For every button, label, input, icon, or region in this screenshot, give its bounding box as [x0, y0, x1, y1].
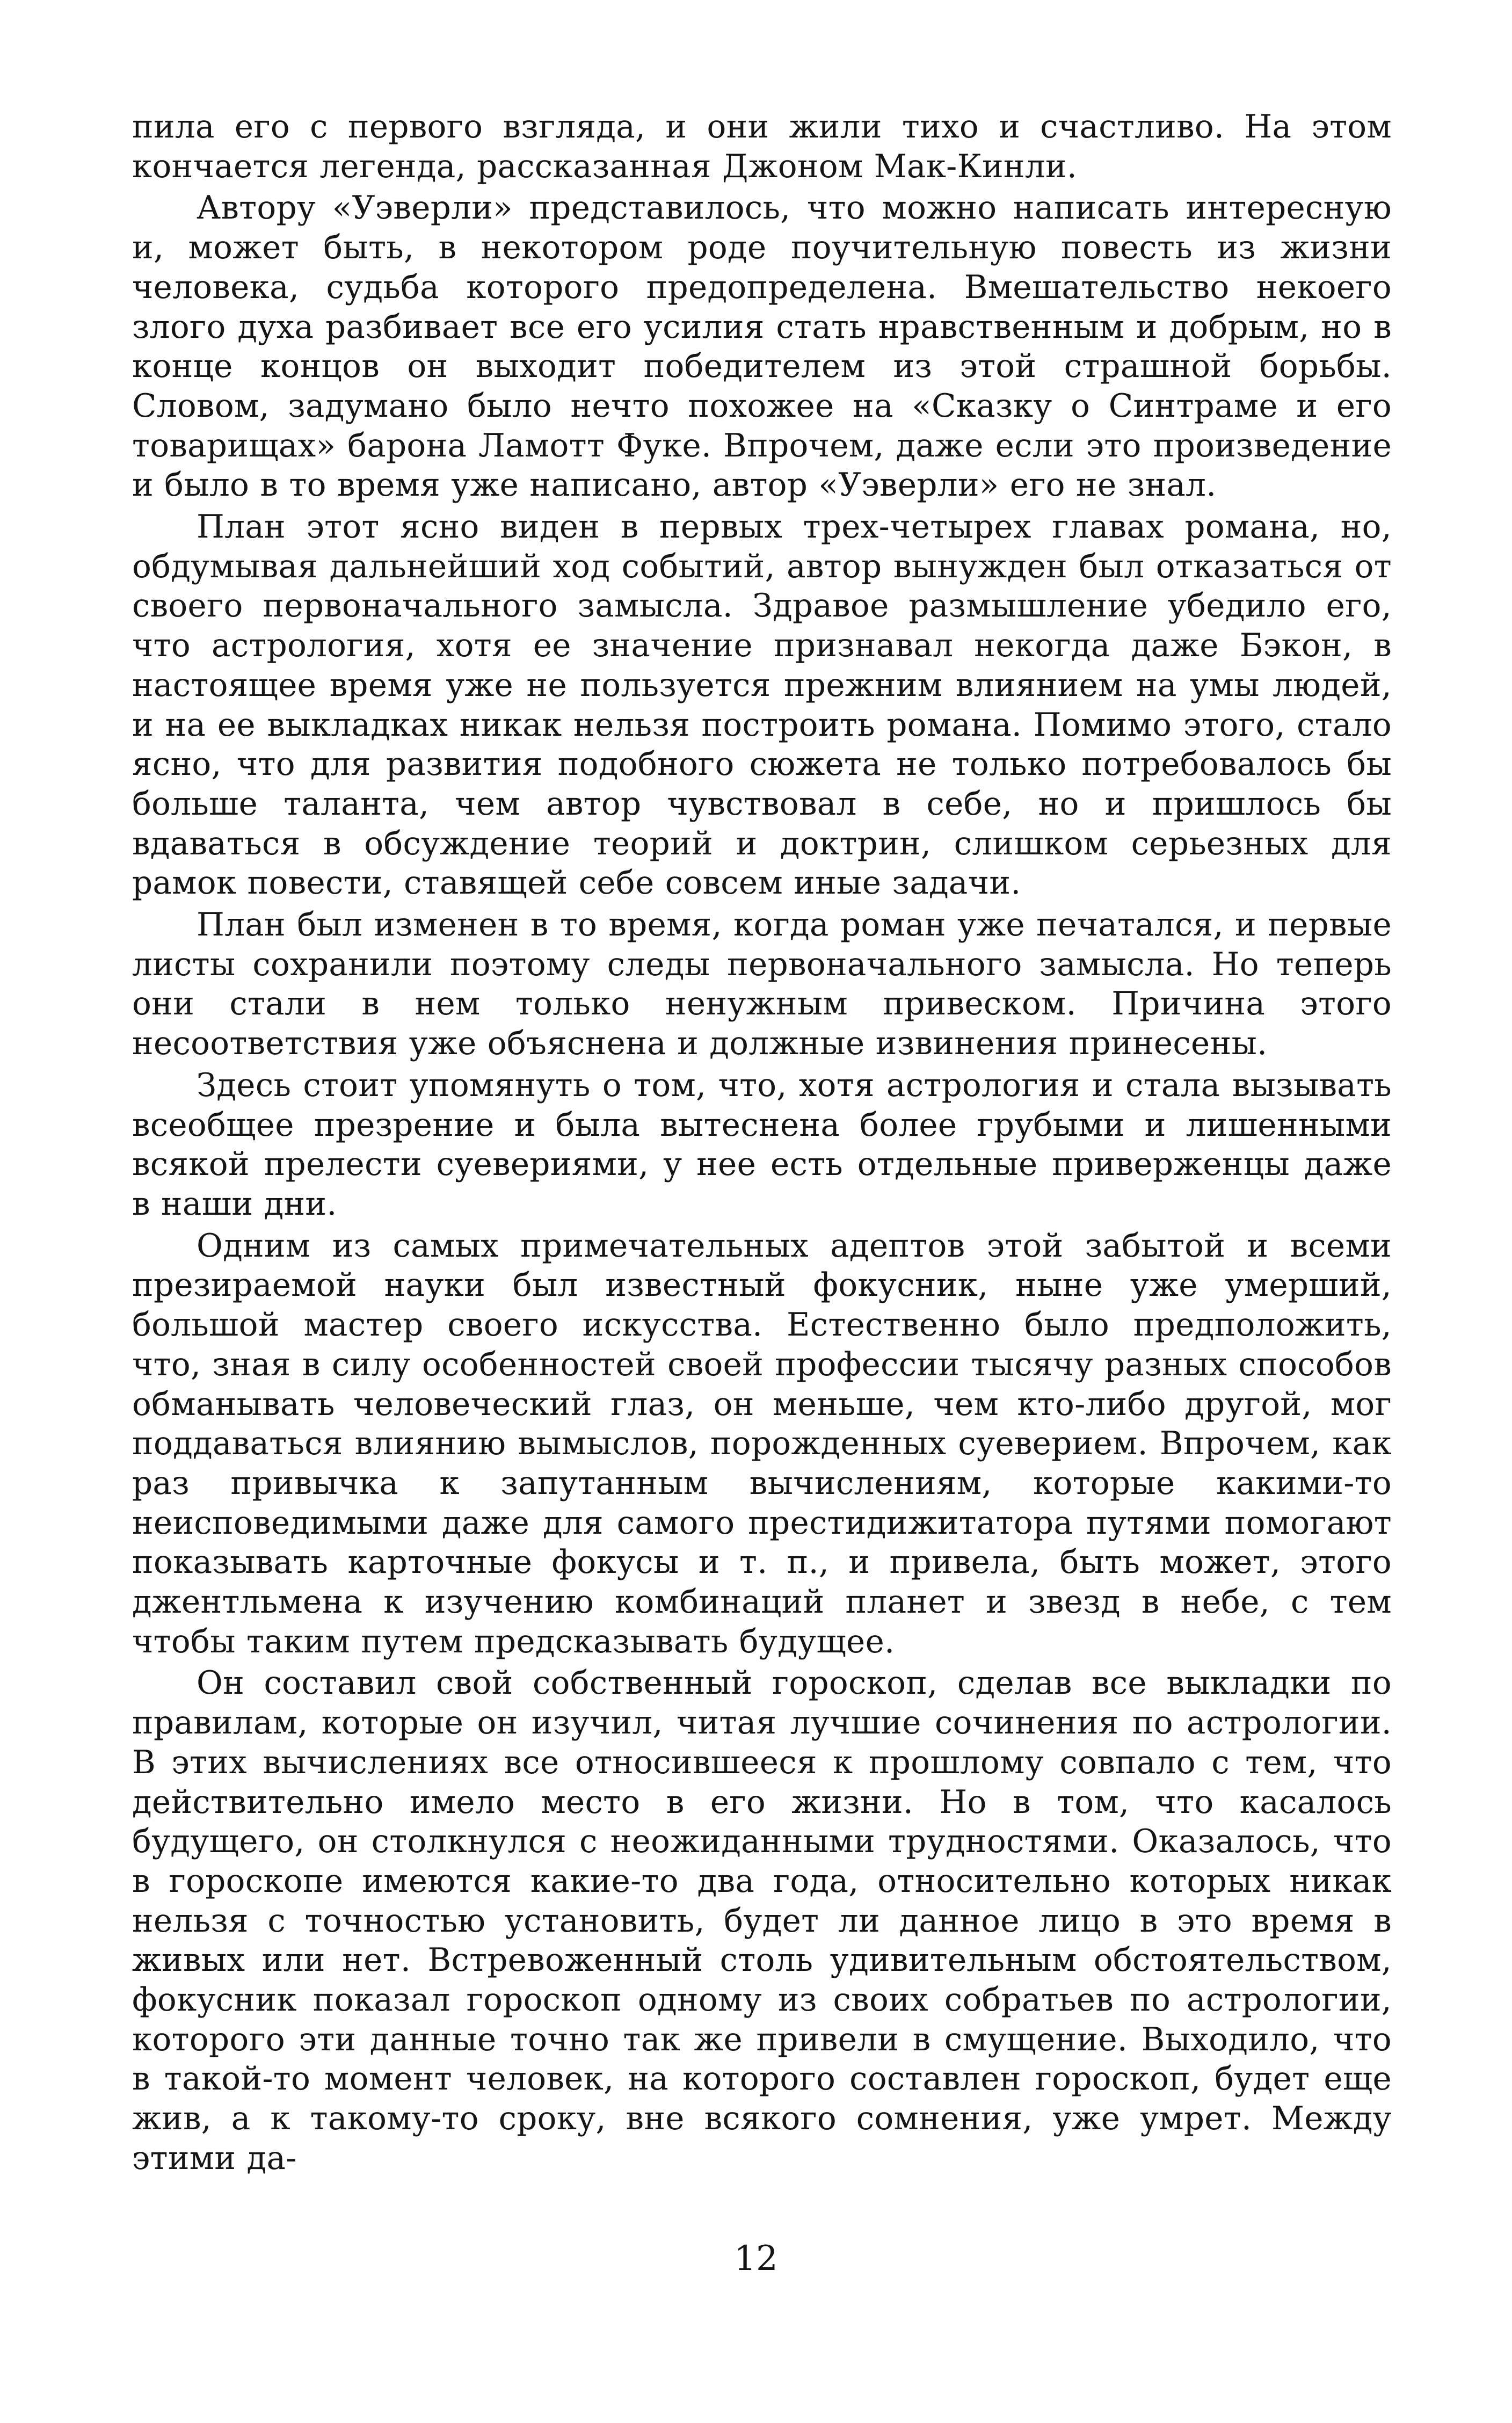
- page-number: 12: [734, 2239, 778, 2279]
- paragraph: План этот ясно виден в первых трех-четырех главах романа, но, обдумывая дальнейший ход событий, автор вынужден был отказаться от своего первоначального замысла. Здравое размышление убедило его, что астрология, хотя ее значение признавал некогда даже Бэкон, в настоящее время уже не пользуется прежним влиянием на умы людей, и на ее выкладках никак нельзя построить романа. Помимо этого, стало ясно, что для развития подобного сюжета не только потребовалось бы больше таланта, чем автор чувствовал в себе, но и пришлось бы вдаваться в обсуждение теорий и доктрин, слишком серьезных для рамок повести, ставящей себе совсем иные задачи.: [132, 509, 1392, 902]
- body-text: [132, 107, 1392, 2179]
- paragraph: Здесь стоит упомянуть о том, что, хотя астрология и стала вызывать всеобщее презрение и была вытеснена более грубыми и лишенными всякой прелести суевериями, у нее есть отдельные приверженцы даже в наши дни.: [132, 1067, 1392, 1223]
- paragraph-continuation: пила его с первого взгляда, и они жили тихо и счастливо. На этом кончается легенда, рассказанная Джоном Мак-Кинли.: [132, 108, 1392, 185]
- paragraph: План был изменен в то время, когда роман уже печатался, и первые листы сохранили поэтому следы первоначального замысла. Но теперь они стали в нем только ненужным привеском. Причина этого несоответствия уже объяснена и должные извинения принесены.: [132, 906, 1392, 1063]
- paragraph: Одним из самых примечательных адептов этой забытой и всеми презираемой науки был известный фокусник, ныне уже умерший, большой мастер своего искусства. Естественно было предположить, что, зная в силу особенностей своей профессии тысячу разных способов обманывать человеческий глаз, он меньше, чем кто-либо другой, мог поддаваться влиянию вымыслов, порожденных суеверием. Впрочем, как раз привычка к запутанным вычислениям, которые какими-то неисповедимыми даже для самого престидижитатора путями помогают показывать карточные фокусы и т. п., и привела, быть может, этого джентльмена к изучению комбинаций планет и звезд в небе, с тем чтобы таким путем предсказывать будущее.: [132, 1227, 1392, 1660]
- paragraph: Он составил свой собственный гороскоп, сделав все выкладки по правилам, которые он изучил, читая лучшие сочинения по астрологии. В этих вычислениях все относившееся к прошлому совпало с тем, что действительно имело место в его жизни. Но в том, что касалось будущего, он столкнулся с неожиданными трудностями. Оказалось, что в гороскопе имеются какие-то два года, относительно которых никак нельзя с точностью установить, будет ли данное лицо в это время в живых или нет. Встревоженный столь удивительным обстоятельством, фокусник показал гороскоп одному из своих собратьев по астрологии, которого эти данные точно так же привели в смущение. Выходило, что в такой-то момент человек, на которого составлен гороскоп, будет еще жив, а к такому-то сроку, вне всякого сомнения, уже умрет. Между этими да-: [132, 1665, 1392, 2177]
- paragraph: Автору «Уэверли» представилось, что можно написать интересную и, может быть, в некотором роде поучительную повесть из жизни человека, судьба которого предопределена. Вмешательство некоего злого духа разбивает все его усилия стать нравственным и добрым, но в конце концов он выходит победителем из этой страшной борьбы. Словом, задумано было нечто похожее на «Сказку о Синтраме и его товарищах» барона Ламотт Фуке. Впрочем, даже если это произведение и было в то время уже написано, автор «Уэверли» его не знал.: [132, 190, 1392, 504]
